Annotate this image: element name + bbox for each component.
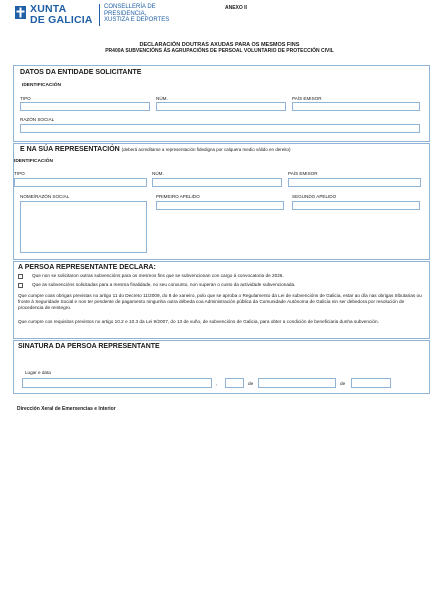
rep-number-field[interactable] xyxy=(152,178,282,187)
business-name-field[interactable] xyxy=(20,124,420,133)
business-name-label: RAZÓN SOCIAL xyxy=(20,117,55,122)
day-field[interactable] xyxy=(225,378,244,388)
type-label: TIPO xyxy=(20,96,31,101)
first-surname-label: PRIMEIRO APELIDO xyxy=(156,194,200,199)
entity-type-field[interactable] xyxy=(20,102,150,111)
annex-label: ANEXO II xyxy=(225,5,247,11)
place-field[interactable] xyxy=(22,378,212,388)
document-title: DECLARACIÓN DOUTRAS AXUDAS PARA OS MESMOS FINS xyxy=(139,42,300,48)
declaration-paragraph-1: Que cumpre coas obrigas previstas no artigo 11 do Decreto 11/2009, do 8 de xaneiro, polo que se aproba o Regulamento da Lei de subvencións de Galicia, estar ao día nas obrigas tributarias ou fronte á Seguridade Social e non ter pendente de pagamento ningunha outra débeda coa Administración pública da Comunidade Autónoma de Galicia nin ser debedora por resolución de procedencia de reintegro. xyxy=(18,293,422,310)
checkbox-aid-not-exceed[interactable] xyxy=(18,283,23,288)
identification-label: IDENTIFICACIÓN xyxy=(22,83,61,88)
country-label-2: PAÍS EMISOR xyxy=(288,171,318,176)
section-entity-title: DATOS DA ENTIDADE SOLICITANTE xyxy=(20,69,142,76)
checkbox-no-other-aid[interactable] xyxy=(18,274,23,279)
rep-type-field[interactable] xyxy=(14,178,147,187)
country-label: PAÍS EMISOR xyxy=(292,96,322,101)
footer-department: Dirección Xeral de Emerxencias e Interior xyxy=(17,406,116,412)
month-field[interactable] xyxy=(258,378,336,388)
year-field[interactable] xyxy=(351,378,391,388)
comma-separator: , xyxy=(216,381,218,386)
number-label: NÚM. xyxy=(156,96,168,101)
option-aid-not-exceed: Que as subvencións solicitadas para a mesma finalidade, no seu conxunto, non superan o custo da actividade subvencionada. xyxy=(32,282,296,287)
document-subtitle: PR400A SUBVENCIÓNS ÁS AGRUPACIÓNS DE PERSOAL VOLUNTARIO DE PROTECCIÓN CIVIL xyxy=(105,48,334,54)
section-signature-title: SINATURA DA PERSOA REPRESENTANTE xyxy=(18,343,160,350)
entity-country-field[interactable] xyxy=(292,102,420,111)
option-no-other-aid: Que non se solicitaron outras subvencións para os mesmos fins que se subvencionan con cargo á convocatoria de 2026. xyxy=(32,273,284,278)
second-surname-label: SEGUNDO APELIDO xyxy=(292,194,337,199)
section-declaration-title: A PERSOA REPRESENTANTE DECLARA: xyxy=(18,264,156,271)
xunta-logo-text: XUNTA DE GALICIA xyxy=(30,3,93,26)
declaration-paragraph-2: Que cumpre cos requisitos previstos no artigo 10.2 e 10.3 da Lei 9/2007, do 13 de xuño, de subvencións de Galicia, para obter a condición de beneficiaria dunha subvención. xyxy=(18,319,379,324)
rep-country-field[interactable] xyxy=(288,178,421,187)
xunta-emblem-icon xyxy=(15,6,26,19)
section-representation-title: E NA SÚA REPRESENTACIÓN (deberá acreditarse a representación fidedigna por calquera medio válido en dereito) xyxy=(20,146,291,153)
rep-second-surname-field[interactable] xyxy=(292,201,420,210)
name-label: NOME/RAZÓN SOCIAL xyxy=(20,194,70,199)
date-de-2: de xyxy=(340,381,346,386)
entity-number-field[interactable] xyxy=(156,102,286,111)
date-de-1: de xyxy=(248,381,254,386)
logo-divider xyxy=(99,4,100,26)
place-date-label: Lugar e data xyxy=(25,370,51,375)
department-name: CONSELLERÍA DE PRESIDENCIA, XUSTIZA E DEPORTES xyxy=(104,4,170,24)
rep-name-field[interactable] xyxy=(20,201,147,253)
identification-label-2: IDENTIFICACIÓN xyxy=(14,159,53,164)
number-label-2: NÚM. xyxy=(152,171,164,176)
type-label-2: TIPO xyxy=(14,171,25,176)
rep-first-surname-field[interactable] xyxy=(156,201,284,210)
